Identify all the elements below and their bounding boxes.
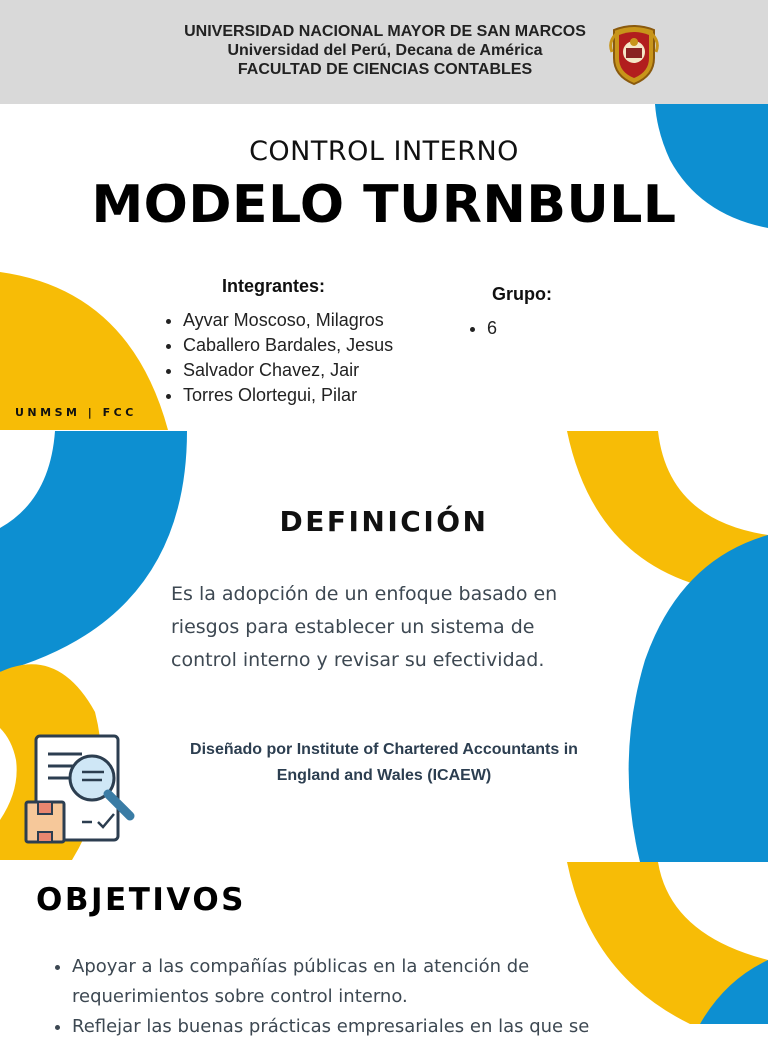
- package-icon: [26, 802, 64, 842]
- members-label: Integrantes:: [222, 276, 326, 296]
- list-item: • 6: [487, 316, 497, 341]
- document-magnifier-icon: [20, 732, 140, 850]
- list-item: • Ayvar Moscoso, Milagros: [183, 308, 393, 333]
- list-item: • Apoyar a las compañías públicas en la atención de requerimientos sobre control interno.: [72, 952, 592, 1012]
- list-item: • Salvador Chavez, Jair: [183, 358, 393, 383]
- group-list: [468, 316, 497, 341]
- list-item: • Reflejar las buenas prácticas empresariales en las que se: [72, 1012, 592, 1042]
- objectives-title: OBJETIVOS: [36, 882, 246, 918]
- members-list: [160, 308, 393, 408]
- list-item: • Torres Olortegui, Pilar: [183, 383, 393, 408]
- university-name: UNIVERSIDAD NACIONAL MAYOR DE SAN MARCOS: [184, 23, 586, 40]
- unmsm-fcc-tag: UNMSM | FCC: [15, 406, 137, 419]
- group-label: Grupo:: [492, 284, 552, 304]
- definition-text: Es la adopción de un enfoque basado en riesgos para establecer un sistema de control interno y revisar su efectividad.: [171, 583, 558, 671]
- objectives-list: [50, 952, 592, 1042]
- subtitle: CONTROL INTERNO: [249, 136, 519, 167]
- list-item: • Caballero Bardales, Jesus: [183, 333, 393, 358]
- definition-title: DEFINICIÓN: [279, 505, 489, 538]
- designed-by: Diseñado por Institute of Chartered Accountants in England and Wales (ICAEW): [190, 741, 578, 784]
- page-title: MODELO TURNBULL: [91, 175, 677, 235]
- university-motto: Universidad del Perú, Decana de América: [227, 42, 543, 59]
- faculty-name: FACULTAD DE CIENCIAS CONTABLES: [237, 61, 533, 78]
